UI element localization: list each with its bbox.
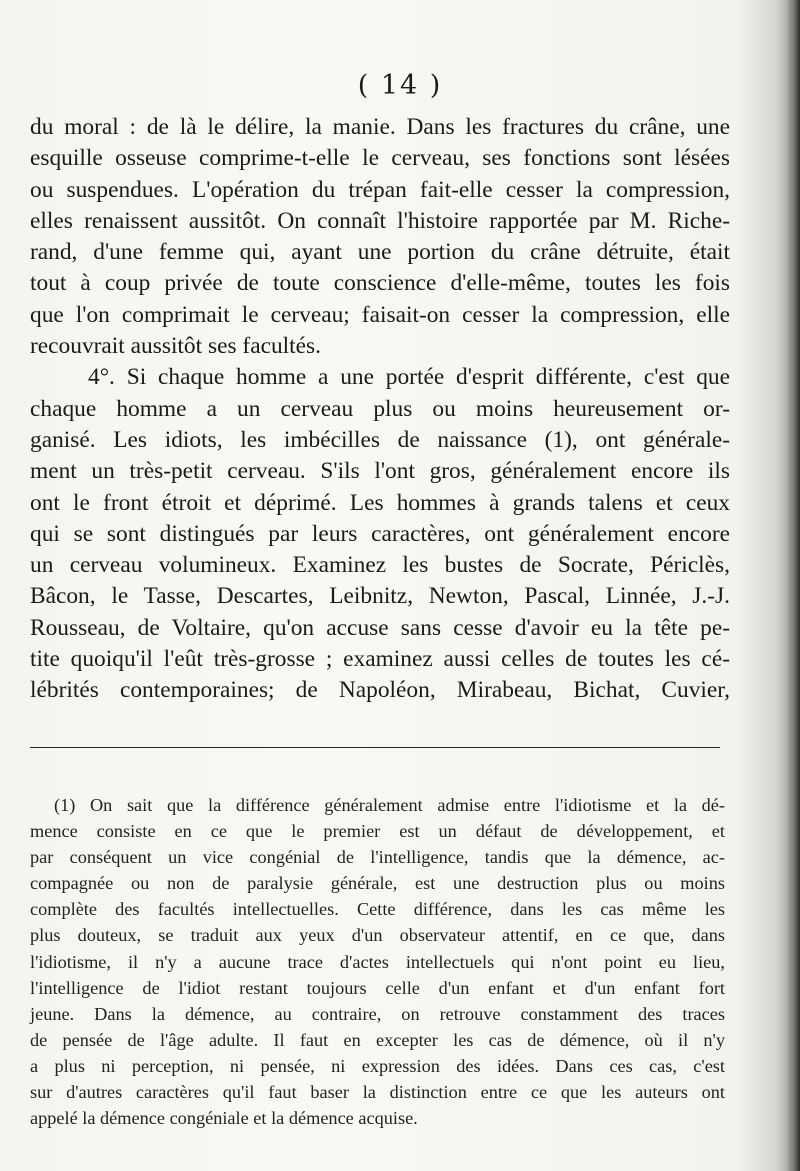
text-line: chaque homme a un cerveau plus ou moins heureusement or- bbox=[30, 395, 730, 422]
text-line: ment un très-petit cerveau. S'ils l'ont gros, généralement encore ils bbox=[30, 458, 730, 485]
footnote-line: l'intelligence de l'idiot restant toujours celle d'un enfant et d'un enfant fort bbox=[30, 977, 725, 998]
footnote-line: par conséquent un vice congénial de l'intelligence, tandis que la démence, ac- bbox=[30, 847, 725, 868]
footnote-line: l'idiotisme, il n'y a aucune trace d'actes intellectuels qui n'ont point eu lieu, bbox=[30, 951, 725, 972]
footnote-line: sur d'autres caractères qu'il faut baser la distinction entre ce que les auteurs ont bbox=[30, 1082, 725, 1103]
page-edge-shadow bbox=[786, 0, 800, 1171]
text-line: ganisé. Les idiots, les imbécilles de naissance (1), ont générale- bbox=[30, 426, 730, 453]
text-line: esquille osseuse comprime-t-elle le cerveau, ses fonctions sont lésées bbox=[30, 145, 730, 172]
text-line: rand, d'une femme qui, ayant une portion du crâne détruite, était bbox=[30, 239, 730, 266]
text-line: elles renaissent aussitôt. On connaît l'histoire rapportée par M. Riche- bbox=[30, 207, 730, 234]
text-line: ou suspendues. L'opération du trépan fait-elle cesser la compression, bbox=[30, 176, 730, 203]
footnote-line: de pensée de l'âge adulte. Il faut en excepter les cas de démence, où il n'y bbox=[30, 1029, 725, 1050]
main-text bbox=[30, 112, 730, 707]
footnote-divider bbox=[30, 747, 720, 748]
text-line: tite quoiqu'il l'eût très-grosse ; examinez aussi celles de toutes les cé- bbox=[30, 646, 730, 673]
text-line: ont le front étroit et déprimé. Les hommes à grands talens et ceux bbox=[30, 489, 730, 516]
text-line: du moral : de là le délire, la manie. Dans les fractures du crâne, une bbox=[30, 114, 730, 140]
footnote-line: a plus ni perception, ni pensée, ni expression des idées. Dans ces cas, c'est bbox=[30, 1055, 725, 1076]
text-line: lébrités contemporaines; de Napoléon, Mirabeau, Bichat, Cuvier, bbox=[30, 677, 730, 704]
footnote-line: mence consiste en ce que le premier est un défaut de développement, et bbox=[30, 821, 725, 842]
text-line: qui se sont distingués par leurs caractères, ont généralement encore bbox=[30, 520, 730, 547]
text-line: Rousseau, de Voltaire, qu'on accuse sans cesse d'avoir eu la tête pe- bbox=[30, 614, 730, 641]
page-number: ( 14 ) bbox=[357, 70, 443, 101]
footnote-line: complète des facultés intellectuelles. Cette différence, dans les cas même les bbox=[30, 899, 725, 920]
footnote bbox=[30, 792, 725, 1131]
text-line: Bâcon, le Tasse, Descartes, Leibnitz, Newton, Pascal, Linnée, J.-J. bbox=[30, 583, 730, 610]
text-line: que l'on comprimait le cerveau; faisait-on cesser la compression, elle bbox=[30, 301, 730, 328]
text-line: recouvrait aussitôt ses facultés. bbox=[30, 333, 321, 360]
text-line: tout à coup privée de toute conscience d'elle-même, toutes les fois bbox=[30, 270, 730, 297]
footnote-line: jeune. Dans la démence, au contraire, on retrouve constamment des traces bbox=[30, 1003, 725, 1024]
footnote-line: (1) On sait que la différence généralement admise entre l'idiotisme et la dé- bbox=[54, 795, 725, 815]
text-line: un cerveau volumineux. Examinez les bustes de Socrate, Périclès, bbox=[30, 552, 730, 579]
text-line: 4°. Si chaque homme a une portée d'esprit différente, c'est que bbox=[88, 364, 730, 391]
footnote-line: plus douteux, se traduit aux yeux d'un observateur attentif, en ce que, dans bbox=[30, 925, 725, 946]
footnote-line: appelé la démence congéniale et la démence acquise. bbox=[30, 1108, 418, 1129]
footnote-line: compagnée ou non de paralysie générale, est une destruction plus ou moins bbox=[30, 873, 725, 894]
